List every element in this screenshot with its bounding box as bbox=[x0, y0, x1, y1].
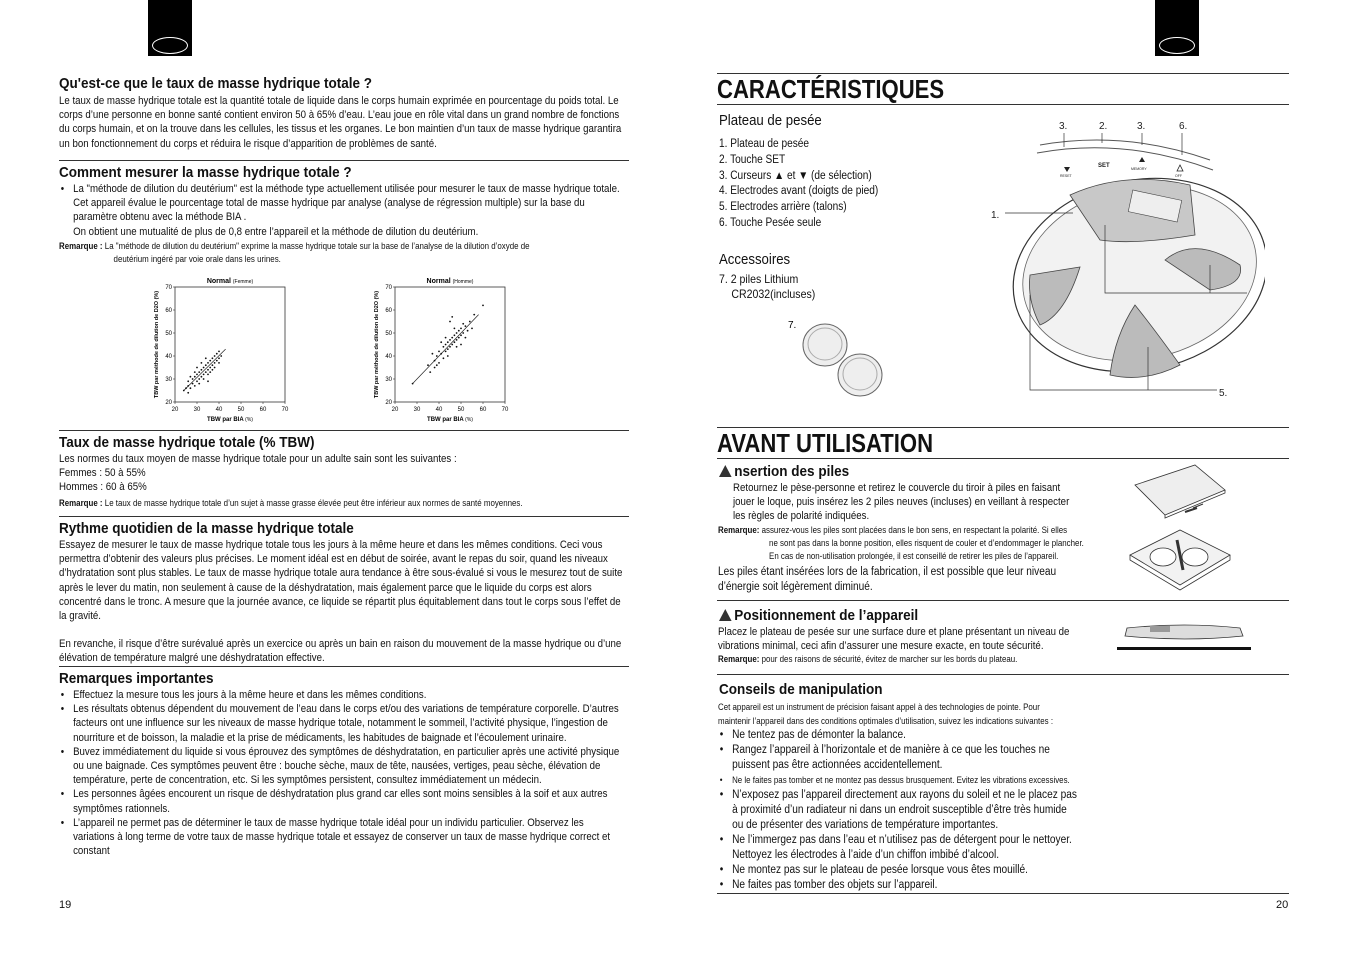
data-point bbox=[209, 367, 211, 369]
chart-title: Normal (Homme) bbox=[426, 278, 474, 285]
pos-title bbox=[719, 607, 918, 624]
list-item: • Les personnes âgées encourent un risque de déshydratation plus grand car elles sont moins sensibles à la soif et aux autres symptômes rationnels. bbox=[59, 787, 625, 815]
list-item: 5. Electrodes arrière (talons) bbox=[719, 201, 847, 214]
plateau-title: Plateau de pesée bbox=[719, 112, 822, 129]
warning-icon bbox=[719, 609, 732, 621]
divider bbox=[59, 666, 629, 667]
page-tab-right bbox=[1155, 0, 1199, 56]
label-2: 2. bbox=[1099, 121, 1108, 132]
list-item: 4. Electrodes avant (doigts de pied) bbox=[719, 185, 879, 198]
remark-text: assurez-vous les piles sont placées dans le bon sens, en respectant la polarité. Si elles bbox=[761, 525, 1068, 535]
y-tick-label: 60 bbox=[385, 308, 392, 314]
list-item: • Ne montez pas sur le plateau de pesée lorsque vous êtes mouillé. bbox=[718, 863, 1077, 878]
data-point bbox=[451, 337, 453, 339]
data-point bbox=[467, 330, 469, 332]
data-point bbox=[218, 351, 220, 353]
data-point bbox=[456, 332, 458, 334]
y-tick-label: 30 bbox=[385, 377, 392, 383]
pos-title-text: Positionnement de l’appareil bbox=[734, 607, 919, 624]
data-point bbox=[460, 328, 462, 330]
remark bbox=[59, 240, 675, 265]
data-point bbox=[469, 321, 471, 323]
data-point bbox=[187, 380, 189, 382]
data-point bbox=[209, 360, 211, 362]
data-point bbox=[190, 376, 192, 378]
list-item: 3. Curseurs ▲ et ▼ (de sélection) bbox=[719, 169, 872, 182]
down-arrow-icon bbox=[1064, 167, 1070, 172]
data-point bbox=[438, 362, 440, 364]
data-point bbox=[183, 390, 185, 392]
data-point bbox=[465, 337, 467, 339]
data-point bbox=[194, 385, 196, 387]
data-point bbox=[205, 364, 207, 366]
chart-title: Normal (Femme) bbox=[206, 278, 254, 285]
data-point bbox=[458, 337, 460, 339]
remark-label: Remarque : bbox=[59, 498, 103, 508]
title-avant-utilisation: AVANT UTILISATION bbox=[717, 428, 934, 458]
scale-illustration bbox=[985, 115, 1265, 405]
remark-text: Le taux de masse hydrique totale d’un sujet à masse grasse élevée peut être inférieur aux normes de santé moyennes. bbox=[104, 498, 523, 508]
section-body-norms bbox=[59, 452, 625, 495]
list-item: • Ne faites pas tomber des objets sur l’appareil. bbox=[718, 878, 1077, 893]
label-6: 6. bbox=[1179, 121, 1188, 132]
conseils-list bbox=[718, 728, 1077, 893]
label-1: 1. bbox=[991, 210, 1000, 221]
y-tick-label: 20 bbox=[165, 400, 172, 406]
x-tick-label: 50 bbox=[457, 407, 465, 413]
remark-label: Remarque: bbox=[718, 654, 760, 664]
data-point bbox=[203, 367, 205, 369]
x-tick-label: 20 bbox=[171, 407, 179, 413]
pos-remark bbox=[718, 653, 1088, 666]
x-tick-label: 20 bbox=[391, 407, 399, 413]
section-title-norms: Taux de masse hydrique totale (% TBW) bbox=[59, 434, 315, 451]
data-point bbox=[216, 353, 218, 355]
data-point bbox=[216, 360, 218, 362]
data-point bbox=[427, 364, 429, 366]
page-number: 20 bbox=[1276, 899, 1289, 911]
plateau-list bbox=[719, 137, 965, 232]
off-label: OFF bbox=[1175, 174, 1182, 178]
x-axis-label: TBW par BIA (%) bbox=[427, 417, 473, 423]
list-item: CR2032(incluses) bbox=[731, 286, 816, 301]
data-point bbox=[412, 383, 414, 385]
regression-line bbox=[413, 315, 479, 384]
data-point bbox=[471, 328, 473, 330]
divider bbox=[59, 160, 629, 161]
x-tick-label: 70 bbox=[501, 407, 509, 413]
paragraph: Hommes : 60 à 65% bbox=[59, 481, 147, 494]
piles-title-text: nsertion des piles bbox=[734, 463, 850, 480]
data-point bbox=[451, 344, 453, 346]
data-point bbox=[212, 364, 214, 366]
data-point bbox=[205, 371, 207, 373]
y-tick-label: 70 bbox=[385, 285, 392, 291]
scale-side-illustration bbox=[1115, 620, 1255, 655]
data-point bbox=[207, 380, 209, 382]
paragraph: On obtient une mutualité de plus de 0,8 entre l’appareil et la méthode de dilution du deutérium. bbox=[73, 225, 479, 238]
data-point bbox=[190, 387, 192, 389]
list-item: • Ne le faites pas tomber et ne montez pas dessus brusquement. Evitez les vibrations excessives. bbox=[718, 773, 1077, 788]
battery-illustration bbox=[780, 313, 890, 398]
y-tick-label: 60 bbox=[165, 308, 172, 314]
up-arrow-icon bbox=[1139, 157, 1145, 162]
data-point bbox=[436, 355, 438, 357]
list-item: 2. Touche SET bbox=[719, 153, 786, 166]
page-tab-left bbox=[148, 0, 192, 56]
section-body-rhythm bbox=[59, 538, 625, 666]
list-item: • La "méthode de dilution du deutérium" est la méthode type actuellement utilisée pour mesurer le taux de masse hydrique totale. Cet appareil évalue le pourcentage total de masse hydrique par analyse (analyse de régression multiple) sur la base du paramètre obtenu avec la méthode BIA . bbox=[59, 182, 625, 225]
data-point bbox=[203, 378, 205, 380]
data-point bbox=[198, 378, 200, 380]
piles-body: Retournez le pèse-personne et retirez le couvercle du tiroir à piles en faisant jouer le loque, puis insérez les 2 piles neuves (incluses) en veillant à respecter les règles de polarité indiquées. bbox=[733, 482, 1070, 523]
data-point bbox=[214, 355, 216, 357]
oval-icon bbox=[152, 37, 188, 54]
list-item: • N’exposez pas l’appareil directement aux rayons du soleil et ne le placez pas à proximité d’un radiateur ni dans un endroit susceptible d’être très humide ou de présenter des variations de température importantes. bbox=[718, 788, 1077, 833]
x-tick-label: 50 bbox=[237, 407, 245, 413]
data-point bbox=[451, 316, 453, 318]
data-point bbox=[454, 334, 456, 336]
data-point bbox=[482, 305, 484, 307]
y-tick-label: 70 bbox=[165, 285, 172, 291]
data-point bbox=[207, 369, 209, 371]
data-point bbox=[440, 341, 442, 343]
chart-homme bbox=[365, 272, 525, 427]
data-point bbox=[218, 362, 220, 364]
x-tick-label: 30 bbox=[413, 407, 421, 413]
data-point bbox=[187, 385, 189, 387]
list-item: • L’appareil ne permet pas de déterminer le taux de masse hydrique totale idéal pour un individu particulier. Observez les variations à long terme de votre taux de masse hydrique totale et essayez de conserver un taux de masse hydrique correct et constant bbox=[59, 816, 625, 859]
data-point bbox=[429, 371, 431, 373]
data-point bbox=[434, 360, 436, 362]
reset-label: RESET bbox=[1060, 174, 1072, 178]
battery-drawer-illustration bbox=[1125, 460, 1255, 600]
divider bbox=[717, 674, 1289, 675]
list-item: • Buvez immédiatement du liquide si vous éprouvez des symptômes de déshydratation, en particulier après une activité physique ou une baignade. Ces symptômes peuvent être : bouche sèche, maux de tête, nausées, vertiges, peau sèche, élévation de température, perte de concentration, etc. Si les symptômes persistent, consultez immédiatement un médecin. bbox=[59, 745, 625, 788]
data-point bbox=[194, 376, 196, 378]
remarks-list bbox=[59, 688, 625, 858]
data-point bbox=[454, 328, 456, 330]
power-icon bbox=[1177, 165, 1183, 171]
piles-remark bbox=[718, 524, 1088, 562]
data-point bbox=[196, 367, 198, 369]
list-item: • Ne l’immergez pas dans l’eau et n’utilisez pas de détergent pour le nettoyer. Nettoyez les électrodes à l’aide d’un chiffon imbibé d’alcool. bbox=[718, 833, 1077, 863]
divider bbox=[717, 600, 1289, 601]
data-point bbox=[460, 334, 462, 336]
data-point bbox=[436, 364, 438, 366]
data-point bbox=[201, 376, 203, 378]
remark-text: ne sont pas dans la bonne position, elles risquent de couler et d’endommager le plancher. bbox=[769, 537, 1084, 548]
section-body-measure bbox=[59, 182, 625, 239]
data-point bbox=[207, 362, 209, 364]
paragraph: Essayez de mesurer le taux de masse hydrique totale tous les jours à la même heure et dans les mêmes conditions. Ceci vous permettra d’obtenir des valeurs plus précises. Le moment idéal est en début de soirée, avant le repas du soir, quand les niveaux d’hydratation sont plus stables. Le taux de masse hydrique totale aura tendance à être sous-évalué si vous le mesurez tout de suite après le lever du matin, non seulement à cause de la déshydratation, mais également parce que le liquide du corps est alors concentré dans le tronc. A mesure que la journée avance, ce liquide se répartit plus équitablement dans tout le corps sous l’effet de la gravité. bbox=[59, 539, 623, 623]
remark-label: Remarque: bbox=[718, 525, 760, 535]
label-3: 3. bbox=[1137, 121, 1146, 132]
plot-frame bbox=[175, 287, 285, 402]
data-point bbox=[456, 339, 458, 341]
data-point bbox=[214, 367, 216, 369]
data-point bbox=[449, 346, 451, 348]
paragraph: Femmes : 50 à 55% bbox=[59, 467, 146, 480]
data-point bbox=[445, 344, 447, 346]
data-point bbox=[462, 323, 464, 325]
data-point bbox=[196, 374, 198, 376]
y-axis-label: TBW par méthode de dilution de D2O (%) bbox=[374, 290, 380, 399]
x-tick-label: 60 bbox=[259, 407, 267, 413]
data-point bbox=[440, 353, 442, 355]
data-point bbox=[205, 357, 207, 359]
data-point bbox=[445, 337, 447, 339]
x-axis-label: TBW par BIA (%) bbox=[207, 417, 253, 423]
title-caracteristiques: CARACTÉRISTIQUES bbox=[717, 74, 945, 104]
piles-note: Les piles étant insérées lors de la fabrication, il est possible que leur niveau d’énergie soit légèrement diminué. bbox=[718, 566, 1057, 593]
data-point bbox=[445, 351, 447, 353]
data-point bbox=[447, 341, 449, 343]
data-point bbox=[473, 314, 475, 316]
x-tick-label: 40 bbox=[435, 407, 443, 413]
data-point bbox=[438, 351, 440, 353]
data-point bbox=[185, 387, 187, 389]
y-tick-label: 50 bbox=[165, 331, 172, 337]
remark-text: En cas de non-utilisation prolongée, il est conseillé de retirer les piles de l’appareil. bbox=[769, 550, 1059, 561]
list-item: • Les résultats obtenus dépendent du mouvement de l’eau dans le corps et/ou des variations de température corporelle. D’autres facteurs ont une influence sur les niveaux de masse hydrique totale, notamment le sommeil, l’activité physique, l’ingestion de nourriture et de boisson, la maladie et la prise de médicaments, les habitudes de baignade et l’écoulement urinaire. bbox=[59, 702, 625, 745]
y-tick-label: 20 bbox=[385, 400, 392, 406]
section-title-remarks: Remarques importantes bbox=[59, 670, 214, 687]
data-point bbox=[209, 371, 211, 373]
conseils-intro: Cet appareil est un instrument de précision faisant appel à des technologies de pointe. Pour maintenir l’appareil dans des conditions optimales d’utilisation, suivez les indications suivantes : bbox=[718, 702, 1054, 726]
list-item: • Effectuez la mesure tous les jours à la même heure et dans les mêmes conditions. bbox=[59, 688, 625, 702]
data-point bbox=[198, 383, 200, 385]
divider bbox=[59, 430, 629, 431]
y-tick-label: 30 bbox=[165, 377, 172, 383]
remark-text-2: deutérium ingéré par voie orale dans les urines. bbox=[113, 253, 281, 264]
divider bbox=[717, 893, 1289, 894]
data-point bbox=[443, 346, 445, 348]
data-point bbox=[214, 362, 216, 364]
data-point bbox=[434, 367, 436, 369]
accessoires-title: Accessoires bbox=[719, 251, 791, 268]
y-tick-label: 50 bbox=[385, 331, 392, 337]
remark-text: pour des raisons de sécurité, évitez de marcher sur les bords du plateau. bbox=[761, 654, 1018, 664]
section-body-tbw: Le taux de masse hydrique totale est la quantité totale de liquide dans le corps humain exprimée en pourcentage du poids total. Le corps d’une personne en bonne santé contient environ 50 à 65% d’eau. L’eau joue en rôle vital dans un grand nombre de fonctions du corps humain, et on la trouve dans les cellules, les tissus et les organes. Le bon maintien d’un taux de masse hydrique garantira un bon fonctionnement du corps et réduira le risque d’apparition de problèmes de santé. bbox=[59, 95, 622, 150]
data-point bbox=[432, 353, 434, 355]
data-point bbox=[212, 369, 214, 371]
conseils-title: Conseils de manipulation bbox=[719, 681, 883, 698]
data-point bbox=[203, 374, 205, 376]
y-tick-label: 40 bbox=[385, 354, 392, 360]
list-item: • Ne tentez pas de démonter la balance. bbox=[718, 728, 1077, 743]
data-point bbox=[443, 357, 445, 359]
paragraph: En revanche, il risque d’être surévalué après un exercice ou après un bain en raison du mouvement de la masse hydrique ou d’une élévation de température malgré une déshydratation effective. bbox=[59, 638, 622, 665]
data-point bbox=[198, 371, 200, 373]
data-point bbox=[447, 355, 449, 357]
data-point bbox=[220, 355, 222, 357]
x-tick-label: 40 bbox=[215, 407, 223, 413]
paragraph: Les normes du taux moyen de masse hydrique totale pour un adulte sain sont les suivantes : bbox=[59, 453, 457, 465]
divider bbox=[59, 516, 629, 517]
data-point bbox=[194, 371, 196, 373]
data-point bbox=[187, 392, 189, 394]
data-point bbox=[447, 348, 449, 350]
data-point bbox=[462, 332, 464, 334]
data-point bbox=[456, 346, 458, 348]
remark bbox=[59, 497, 675, 510]
data-point bbox=[218, 357, 220, 359]
data-point bbox=[449, 339, 451, 341]
divider bbox=[717, 104, 1289, 105]
y-axis-label: TBW par méthode de dilution de D2O (%) bbox=[154, 290, 160, 399]
remark-label: Remarque : bbox=[59, 241, 103, 251]
label-7: 7. bbox=[788, 320, 797, 331]
data-point bbox=[192, 383, 194, 385]
page-number: 19 bbox=[59, 899, 72, 911]
remark-text: La "méthode de dilution du deutérium" exprime la masse hydrique totale sur la base de l’analyse de la dilution d’oxyde de bbox=[104, 241, 530, 251]
data-point bbox=[207, 374, 209, 376]
chart-femme bbox=[145, 272, 305, 427]
set-label: SET bbox=[1098, 163, 1110, 169]
data-point bbox=[454, 341, 456, 343]
data-point bbox=[460, 344, 462, 346]
x-tick-label: 70 bbox=[281, 407, 289, 413]
list-item: 7. 2 piles Lithium bbox=[719, 272, 799, 286]
data-point bbox=[196, 380, 198, 382]
y-tick-label: 40 bbox=[165, 354, 172, 360]
list-item: 1. Plateau de pesée bbox=[719, 138, 810, 150]
pos-body: Placez le plateau de pesée sur une surface dure et plane présentant un niveau de vibrations minimal, ceci afin d’assurer une mesure exacte, en toute sécurité. bbox=[718, 626, 1070, 653]
label-5: 5. bbox=[1219, 388, 1228, 399]
warning-icon bbox=[719, 465, 732, 477]
memory-label: MEMORY bbox=[1131, 167, 1147, 171]
section-title-rhythm: Rythme quotidien de la masse hydrique totale bbox=[59, 520, 354, 537]
accessoires-list bbox=[719, 272, 895, 301]
data-point bbox=[201, 369, 203, 371]
divider bbox=[717, 458, 1289, 459]
data-point bbox=[192, 378, 194, 380]
piles-title bbox=[719, 463, 849, 480]
list-item: • Rangez l’appareil à l’horizontale et de manière à ce que les touches ne puissent pas être actionnées accidentellement. bbox=[718, 743, 1077, 773]
section-title-tbw: Qu'est-ce que le taux de masse hydrique totale ? bbox=[59, 75, 373, 92]
oval-icon bbox=[1159, 37, 1195, 54]
label-3: 3. bbox=[1059, 121, 1068, 132]
data-point bbox=[458, 330, 460, 332]
data-point bbox=[449, 321, 451, 323]
regression-line bbox=[184, 349, 226, 390]
data-point bbox=[201, 362, 203, 364]
data-point bbox=[212, 357, 214, 359]
data-point bbox=[465, 325, 467, 327]
section-title-measure: Comment mesurer la masse hydrique totale ? bbox=[59, 164, 352, 181]
list-item: 6. Touche Pesée seule bbox=[719, 216, 822, 229]
x-tick-label: 60 bbox=[479, 407, 487, 413]
x-tick-label: 30 bbox=[193, 407, 201, 413]
